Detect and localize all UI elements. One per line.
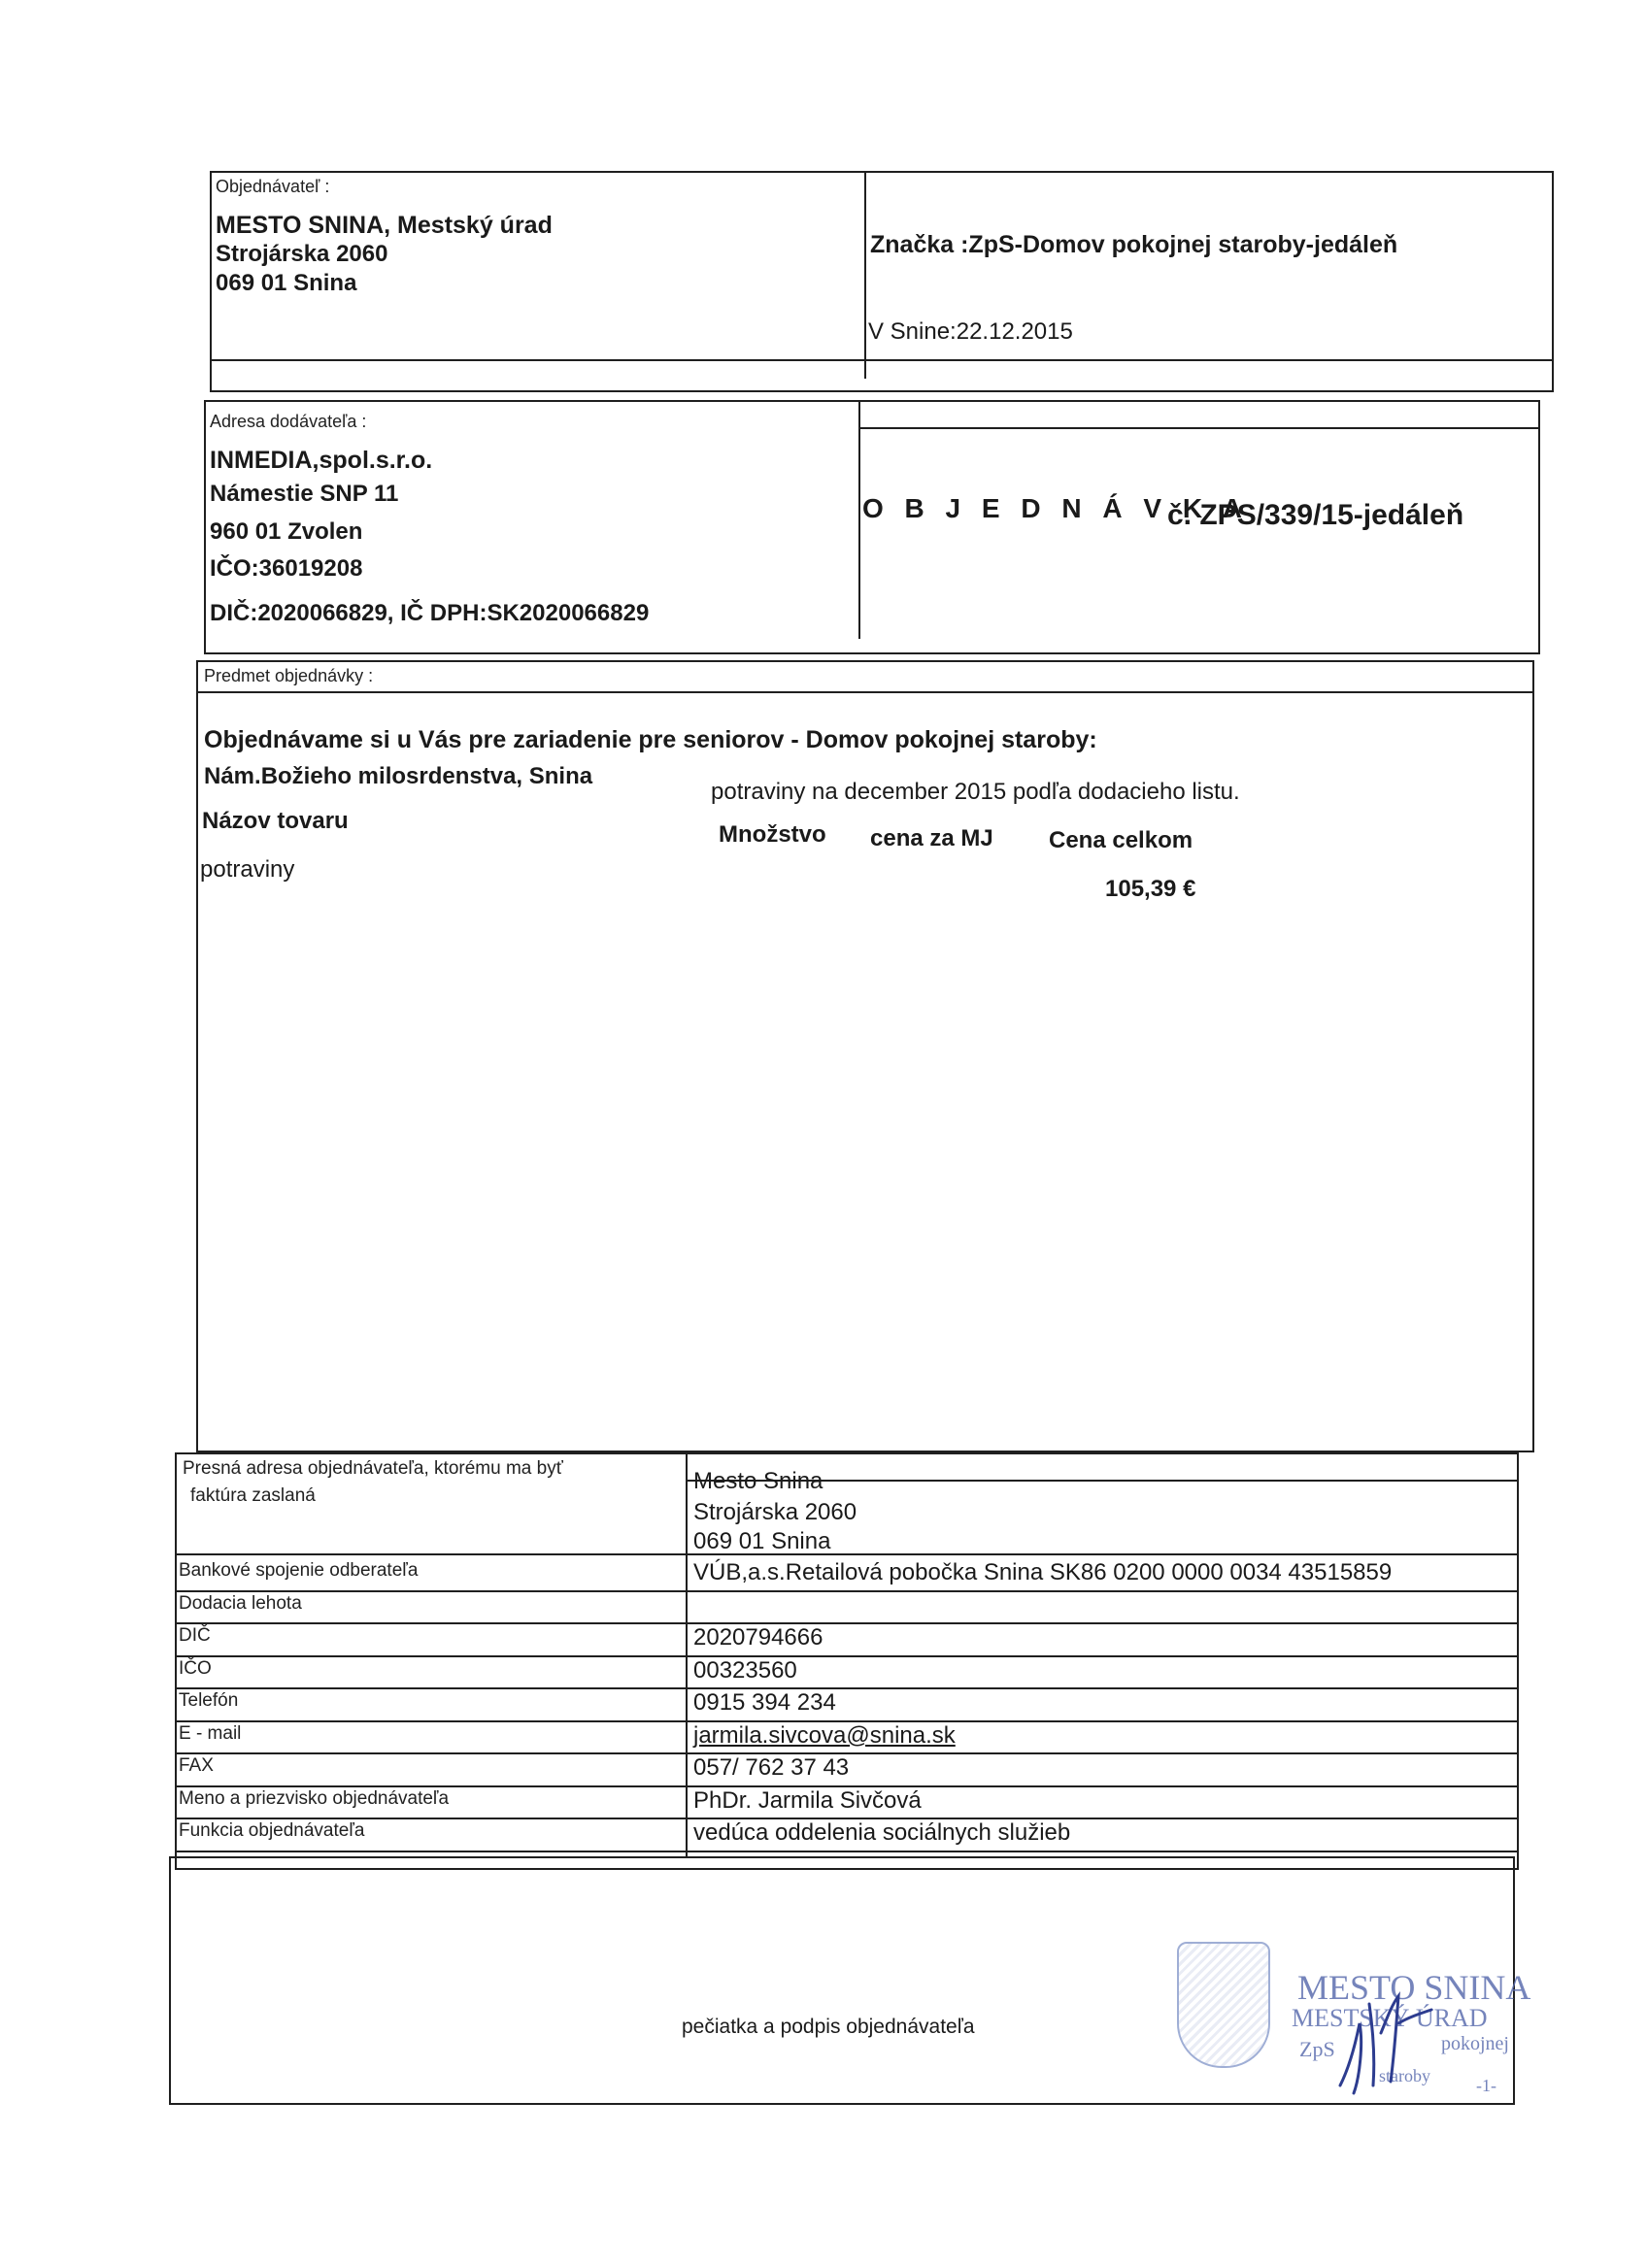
header-bottom-rule xyxy=(210,359,1554,361)
column-total: Cena celkom xyxy=(1049,827,1193,853)
billing-row-label: IČO xyxy=(179,1657,212,1679)
billing-row-rule xyxy=(175,1590,1519,1592)
subject-place: Nám.Božieho milosrdenstva, Snina xyxy=(204,763,593,789)
billing-address-label-2: faktúra zaslaná xyxy=(190,1485,316,1506)
supplier-divider xyxy=(858,402,860,639)
billing-row-rule xyxy=(175,1851,1519,1852)
header-divider xyxy=(864,173,866,379)
billing-row-value: 0915 394 234 xyxy=(693,1689,836,1716)
item-total: 105,39 € xyxy=(1105,876,1196,902)
supplier-ico: IČO:36019208 xyxy=(210,555,363,582)
billing-rule-bank-top xyxy=(175,1553,1519,1555)
handwritten-signature-icon xyxy=(1330,1984,1437,2097)
stamp-line-6: -1- xyxy=(1476,2076,1496,2095)
orderer-label: Objednávateľ : xyxy=(216,177,330,196)
billing-row-value: VÚB,a.s.Retailová pobočka Snina SK86 0200 0000 0034 43515859 xyxy=(693,1559,1393,1585)
column-unit-price: cena za MJ xyxy=(870,825,993,851)
billing-row-rule xyxy=(175,1655,1519,1657)
billing-row-value: 00323560 xyxy=(693,1656,797,1684)
reference-date: V Snine:22.12.2015 xyxy=(868,318,1073,345)
orderer-name: MESTO SNINA, Mestský úrad xyxy=(216,212,553,239)
subject-detail: potraviny na december 2015 podľa dodacieho listu. xyxy=(711,779,1240,805)
orderer-street: Strojárska 2060 xyxy=(216,241,388,267)
billing-row-label: Meno a priezvisko objednávateľa xyxy=(179,1787,450,1809)
order-title: O B J E D N Á V K A xyxy=(862,493,1250,523)
billing-row-value: 057/ 762 37 43 xyxy=(693,1754,850,1781)
billing-row-rule xyxy=(175,1687,1519,1689)
column-name: Názov tovaru xyxy=(202,808,349,834)
stamp-line-2: MESTSKÝ ÚRAD xyxy=(1292,2004,1488,2032)
order-number: č. ZPS/339/15-jedáleň xyxy=(1167,499,1464,531)
stamp-shield-icon xyxy=(1177,1942,1270,2068)
stamp-line-4: pokojnej xyxy=(1441,2033,1509,2054)
billing-row-value: jarmila.sivcova@snina.sk xyxy=(693,1721,956,1749)
supplier-label: Adresa dodávateľa : xyxy=(210,412,367,431)
billing-row-value: PhDr. Jarmila Sivčová xyxy=(693,1786,922,1814)
billing-address-line-3: 069 01 Snina xyxy=(693,1528,831,1554)
reference-mark: Značka :ZpS-Domov pokojnej staroby-jedáleň xyxy=(870,231,1398,258)
billing-row-value: 2020794666 xyxy=(693,1624,824,1651)
billing-address-label-1: Presná adresa objednávateľa, ktorému ma byť xyxy=(183,1458,563,1479)
subject-rule xyxy=(198,691,1534,693)
supplier-name: INMEDIA,spol.s.r.o. xyxy=(210,447,433,474)
supplier-dic: DIČ:2020066829, IČ DPH:SK2020066829 xyxy=(210,600,650,626)
billing-row-rule xyxy=(175,1622,1519,1624)
supplier-rule xyxy=(858,427,1540,429)
billing-row-label: Telefón xyxy=(179,1690,239,1711)
billing-row-label: FAX xyxy=(179,1755,214,1776)
subject-intro: Objednávame si u Vás pre zariadenie pre seniorov - Domov pokojnej staroby: xyxy=(204,726,1097,753)
billing-row-value: vedúca oddelenia sociálnych služieb xyxy=(693,1819,1071,1846)
column-quantity: Množstvo xyxy=(719,821,826,848)
billing-address-line-2: Strojárska 2060 xyxy=(693,1499,857,1525)
supplier-city: 960 01 Zvolen xyxy=(210,518,363,545)
signature-caption: pečiatka a podpis objednávateľa xyxy=(682,2016,975,2038)
item-name: potraviny xyxy=(200,856,295,883)
billing-row-label: Dodacia lehota xyxy=(179,1592,302,1614)
stamp-line-1: MESTO SNINA xyxy=(1297,1968,1531,2007)
stamp-line-3: ZpS xyxy=(1299,2037,1335,2061)
stamp-line-5: staroby xyxy=(1379,2066,1430,2085)
billing-row-label: DIČ xyxy=(179,1625,211,1646)
supplier-street: Námestie SNP 11 xyxy=(210,481,399,507)
billing-row-label: E - mail xyxy=(179,1722,242,1744)
billing-address-line-1: Mesto Snina xyxy=(693,1468,824,1494)
orderer-city: 069 01 Snina xyxy=(216,270,357,296)
billing-row-label: Bankové spojenie odberateľa xyxy=(179,1560,419,1581)
subject-label: Predmet objednávky : xyxy=(204,666,374,685)
billing-row-label: Funkcia objednávateľa xyxy=(179,1820,365,1841)
